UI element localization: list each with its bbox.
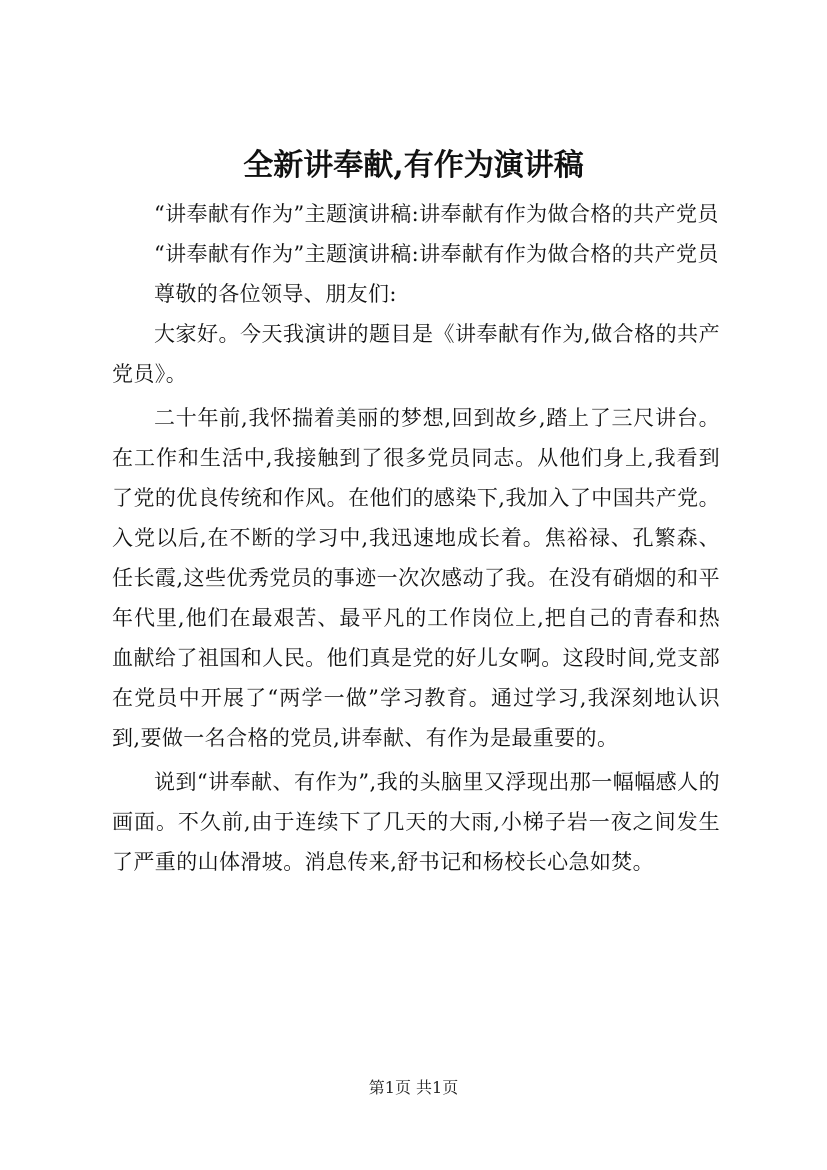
paragraph-body-1: 二十年前,我怀揣着美丽的梦想,回到故乡,踏上了三尺讲台。在工作和生活中,我接触到了很多党员同志。从他们身上,我看到了党的优良传统和作风。在他们的感染下,我加入了中国共产党。入党以后,在不断的学习中,我迅速地成长着。焦裕禄、孔繁森、任长霞,这些优秀党员的事迹一次次感动了我。在没有硝烟的和平年代里,他们在最艰苦、最平凡的工作岗位上,把自己的青春和热血献给了祖国和人民。他们真是党的好儿女啊。这段时间,党支部在党员中开展了“两学一做”学习教育。通过学习,我深刻地认识到,要做一名合格的党员,讲奉献、有作为是最重要的。: [112, 406, 720, 750]
paragraph-subtitle-1: “讲奉献有作为”主题演讲稿:讲奉献有作为做合格的共产党员: [154, 202, 719, 226]
paragraph-greeting: 大家好。今天我演讲的题目是《讲奉献有作为,做合格的共产党员》。: [112, 322, 720, 386]
paragraph-salutation: 尊敬的各位领导、朋友们:: [154, 282, 397, 306]
document-title: 全新讲奉献,有作为演讲稿: [243, 148, 584, 183]
page-footer: [0, 1077, 827, 1099]
document-body: [112, 194, 720, 882]
page-number-label: 第1页 共1页: [368, 1078, 459, 1097]
paragraph-body-2: 说到“讲奉献、有作为”,我的头脑里又浮现出那一幅幅感人的画面。不久前,由于连续下了几天的大雨,小梯子岩一夜之间发生了严重的山体滑坡。消息传来,舒书记和杨校长心急如焚。: [112, 770, 720, 874]
paragraph-subtitle-2: “讲奉献有作为”主题演讲稿:讲奉献有作为做合格的共产党员: [154, 242, 719, 266]
